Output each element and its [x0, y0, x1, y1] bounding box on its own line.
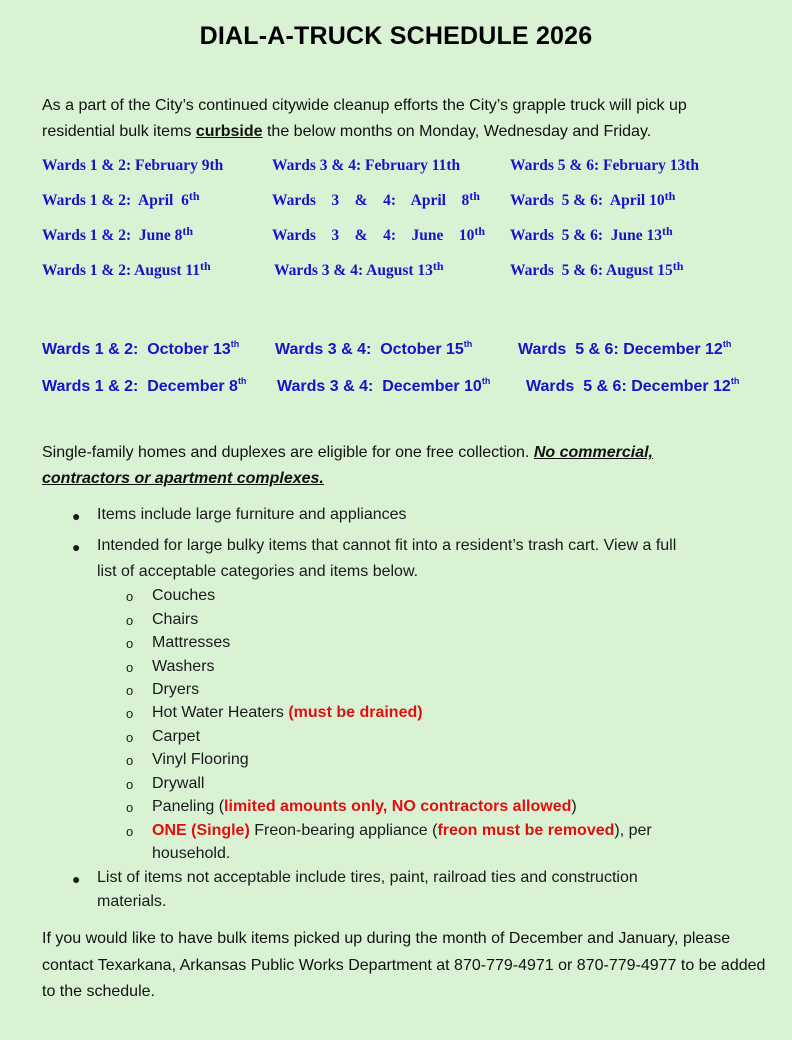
schedule-entry: Wards 5 & 6: August 15th	[510, 259, 684, 279]
schedule-entry: Wards 3 & 4: October 15th	[275, 339, 473, 358]
schedule-entry: Wards 5 & 6: December 12th	[518, 339, 732, 358]
schedule-entry: Wards 3 & 4: June 10th	[272, 224, 486, 244]
page-title: DIAL-A-TRUCK SCHEDULE 2026	[199, 22, 593, 50]
schedule-entry: Wards 1 & 2: June 8th	[42, 224, 194, 244]
bullet-dot-icon: ●	[72, 871, 81, 887]
schedule-entry: Wards 5 & 6: February 13th	[510, 157, 700, 174]
circle-bullet-icon: o	[126, 777, 134, 792]
schedule-entry: Wards 3 & 4: December 10th	[277, 376, 491, 395]
schedule-entry: Wards 1 & 2: August 11th	[42, 259, 211, 279]
list-item-continuation: materials.	[97, 893, 167, 910]
intro-paragraph	[42, 93, 762, 145]
alert-note: (must be drained)	[288, 704, 423, 721]
circle-bullet-icon: o	[126, 730, 134, 745]
circle-bullet-icon: o	[126, 824, 134, 839]
closing-paragraph: If you would like to have bulk items picked up during the month of December and January, please contact Texarkana, Arkansas Public Works Department at 870-779-4971 or 870-779-4977 to be added to the schedule.	[42, 930, 766, 1000]
schedule-row-february	[0, 154, 792, 184]
schedule-entry: Wards 1 & 2: February 9th	[42, 157, 224, 174]
alert-note: freon must be removed	[437, 822, 615, 839]
alert-note: ONE (Single)	[152, 822, 250, 839]
circle-bullet-icon: o	[126, 636, 134, 651]
intro-text-end: the below months on Monday, Wednesday and Friday.	[262, 123, 652, 140]
document-page: DIAL-A-TRUCK SCHEDULE 2026 As a part of the City’s continued citywide cleanup efforts the City’s grapple truck will pick up residential bulk items curbside the below months on Monday, Wednesday and Friday. Wards 1 & 2: February 9th Wards 3 & 4: February 11th Wards 5 & 6: February 13th Wards 1 & 2: April 6th Wards 3 & 4: April 8th Wards 5 & 6: April 10th Wards 1 & 2: June 8th Wards 3 & 4: June 10th Wards 5 & 6: June 13th Wards 1 & 2: August 11th Wards 3 & 4: August 13th Wards 5 & 6: August 15th Wards 1 & 2: October 13th Wards 3 & 4: October 15th Wards 5 & 6: December 12th Wards 1 & 2: December 8th Wards 3 & 4: December 10th Wards 5 & 6: December 12th Single-family homes and duplexes are eligible for one free collection. No commercial, contractors or apartment complexes. ● Items include large furniture and appliances ● Intended for large bulky items that cannot fit into a resident’s trash cart. View a full list of acceptable categories and items below. o Couches o Chairs o Mattresses o Washers o Dryers o Hot Water Heaters (must be drained) o Carpet o Vinyl Flooring o Drywall o Paneling (limited amounts only, NO contractors allowed) o ONE (Single) Freon-bearing appliance (freon must be removed), per household. ● List of items not acceptable include tires, paint, railroad ties and construction materials. If you would like to have bulk items picked up during the month of December and January, please contact Texarkana, Arkansas Public Works Department at 870-779-4971 or 870-779-4977 to be added to the schedule.	[0, 0, 792, 1040]
schedule-row-october	[0, 339, 792, 365]
schedule-entry: Wards 1 & 2: December 8th	[42, 376, 247, 395]
circle-bullet-icon: o	[126, 753, 134, 768]
circle-bullet-icon: o	[126, 800, 134, 815]
eligibility-text: Single-family homes and duplexes are eligible for one free collection.	[42, 444, 534, 461]
schedule-entry: Wards 3 & 4: February 11th	[272, 157, 461, 174]
alert-note: limited amounts only, NO contractors allowed	[224, 798, 572, 815]
circle-bullet-icon: o	[126, 613, 134, 628]
circle-bullet-icon: o	[126, 706, 134, 721]
schedule-entry: Wards 1 & 2: April 6th	[42, 189, 200, 209]
circle-bullet-icon: o	[126, 589, 134, 604]
eligibility-emphasis: No commercial,	[533, 444, 653, 461]
intro-text: As a part of the City’s continued citywide cleanup efforts the City’s grapple truck will pick up residential bulk items	[42, 97, 687, 140]
list-item: List of items not acceptable include tires, paint, railroad ties and construction	[97, 869, 638, 886]
schedule-entry: Wards 1 & 2: October 13th	[42, 339, 240, 358]
circle-bullet-icon: o	[126, 660, 134, 675]
schedule-entry: Wards 5 & 6: December 12th	[526, 376, 740, 395]
bullet-dot-icon: ●	[72, 539, 81, 555]
schedule-entry: Wards 5 & 6: June 13th	[510, 224, 673, 244]
schedule-row-april	[0, 189, 792, 219]
intro-emphasis: curbside	[195, 123, 263, 140]
schedule-row-august	[0, 259, 792, 289]
circle-bullet-icon: o	[126, 683, 134, 698]
schedule-row-december	[0, 376, 792, 402]
schedule-entry: Wards 3 & 4: August 13th	[274, 259, 444, 279]
schedule-entry: Wards 3 & 4: April 8th	[272, 189, 480, 209]
eligibility-paragraph	[42, 440, 762, 492]
list-item: Items include large furniture and appliances	[97, 506, 407, 523]
schedule-row-june	[0, 224, 792, 254]
bullet-dot-icon: ●	[72, 508, 81, 524]
schedule-entry: Wards 5 & 6: April 10th	[510, 189, 676, 209]
list-item: Intended for large bulky items that cannot fit into a resident’s trash cart. View a full	[97, 537, 677, 554]
list-item-continuation: list of acceptable categories and items below.	[97, 563, 419, 580]
eligibility-emphasis: contractors or apartment complexes.	[42, 470, 324, 487]
